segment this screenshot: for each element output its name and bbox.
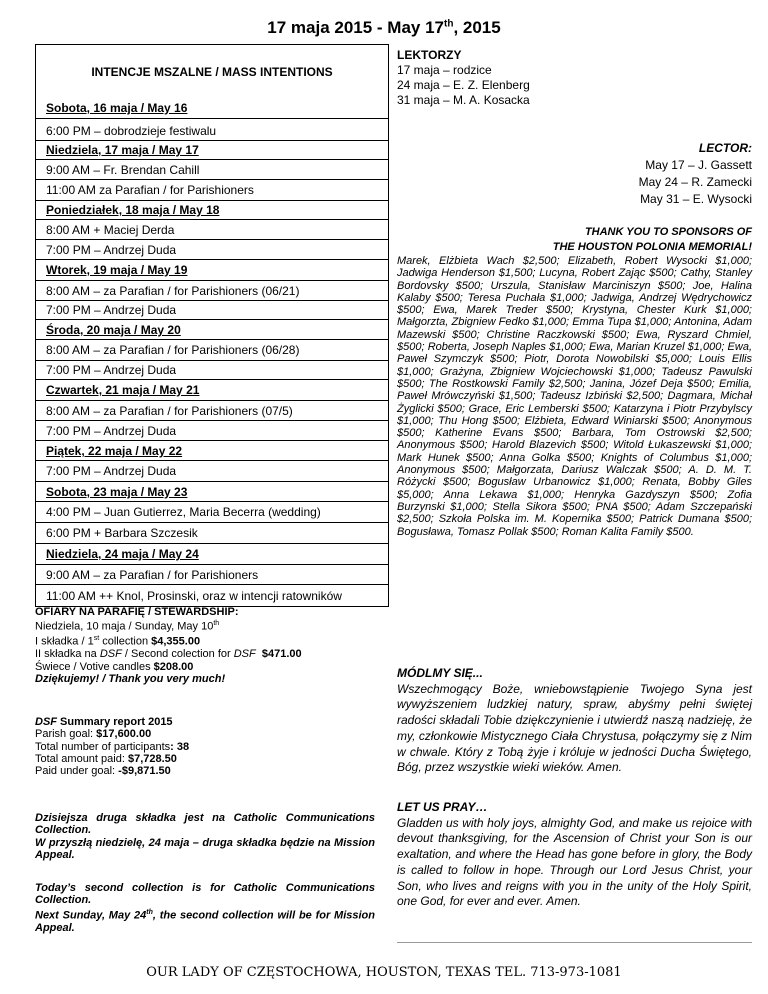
intention-day-label: Poniedziałek, 18 maja / May 18 xyxy=(46,203,220,217)
lektorzy-heading: LEKTORZY xyxy=(397,48,462,62)
prayer-pl-text: Wszechmogący Boże, wniebowstąpienie Twojego Syna jest wywyższeniem ludzkiej natury, spraw, abyśmy pełni świętej radości składali Tobie dziękczynienie i utwierdź naszą nadzieję, że my, członkowie Mistycznego Ciała Chrystusa, połączymy się z Nim w chwale. Który z Tobą żyje i króluje w jedności Ducha Świętego, Bóg, przez wszystkie wieki wieków. Amen. xyxy=(397,681,752,775)
dsf-under: Paid under goal: -$9,871.50 xyxy=(35,765,171,778)
first-collection: I składka / 1st collection $4,355.00 xyxy=(35,635,201,648)
dsf-report xyxy=(35,716,389,777)
footer-divider xyxy=(397,942,752,943)
intention-text: 9:00 AM – za Parafian / for Parishioners xyxy=(46,568,259,582)
intention-day-row xyxy=(35,141,389,160)
second-collection-dsf: II składka na DSF / Second colection for DSF $471.00 xyxy=(35,648,302,661)
intention-text: 11:00 AM za Parafian / for Parishioners xyxy=(46,183,254,197)
lector-section xyxy=(520,140,752,208)
prayer-en-heading: LET US PRAY… xyxy=(397,800,488,814)
second-collection-pl-2: W przyszłą niedzielę, 24 maja – druga składka będzie na Mission Appeal. xyxy=(35,836,375,861)
lektorzy-line: 17 maja – rodzice xyxy=(397,63,492,77)
lektorzy-line: 24 maja – E. Z. Elenberg xyxy=(397,78,530,92)
intention-row xyxy=(35,160,389,180)
intention-day-label: Niedziela, 17 maja / May 17 xyxy=(46,143,199,157)
lektorzy-section xyxy=(397,48,530,108)
prayer-pl-heading: MÓDLMY SIĘ... xyxy=(397,666,483,680)
second-collection-en-1: Today’s second collection is for Catholic Communications Collection. xyxy=(35,882,375,907)
intention-day-row xyxy=(35,544,389,565)
intention-text: 9:00 AM – Fr. Brendan Cahill xyxy=(46,163,200,177)
sponsors-heading xyxy=(420,225,752,255)
intention-row xyxy=(35,240,389,260)
intention-day-row xyxy=(35,320,389,340)
intention-text: 8:00 AM – za Parafian / for Parishioners (06/21) xyxy=(46,284,300,298)
page-title: 17 maja 2015 - May 17th, 2015 xyxy=(267,18,501,37)
lector-line: May 17 – J. Gassett xyxy=(645,158,752,172)
intention-day-row xyxy=(35,97,389,119)
intention-text: 7:00 PM – Andrzej Duda xyxy=(46,243,177,257)
thanks-text: Dziękujemy! / Thank you very much! xyxy=(35,672,226,685)
sponsors-heading-1: THANK YOU TO SPONSORS OF xyxy=(584,226,752,238)
intention-text: 8:00 AM – za Parafian / for Parishioners (07/5) xyxy=(46,404,293,418)
intention-row xyxy=(35,461,389,482)
intention-day-row xyxy=(35,441,389,461)
intention-row xyxy=(35,340,389,361)
footer: OUR LADY OF CZĘSTOCHOWA, HOUSTON, TEXAS TEL. 713-973-1081 xyxy=(146,965,622,980)
second-collection-pl xyxy=(35,812,375,861)
intention-day-label: Czwartek, 21 maja / May 21 xyxy=(46,383,200,397)
intention-text: 7:00 PM – Andrzej Duda xyxy=(46,363,177,377)
intention-row xyxy=(35,421,389,441)
second-collection-pl-1: Dzisiejsza druga składka jest na Catholic Communications Collection. xyxy=(35,812,375,837)
intention-text: 7:00 PM – Andrzej Duda xyxy=(46,464,177,478)
intention-day-row xyxy=(35,260,389,281)
intention-text: 4:00 PM – Juan Gutierrez, Maria Becerra (wedding) xyxy=(46,505,321,519)
intention-day-label: Piątek, 22 maja / May 22 xyxy=(46,444,183,458)
intention-day-row xyxy=(35,482,389,502)
stewardship-heading: OFIARY NA PARAFIĘ / STEWARDSHIP: xyxy=(35,606,239,618)
intention-row xyxy=(35,401,389,421)
prayer-en xyxy=(397,800,752,910)
dsf-heading: DSF Summary report 2015 xyxy=(35,716,173,728)
intention-day-label: Wtorek, 19 maja / May 19 xyxy=(46,263,188,277)
intention-day-label: Niedziela, 24 maja / May 24 xyxy=(46,547,199,561)
intention-row xyxy=(35,180,389,201)
intention-text: 8:00 AM – za Parafian / for Parishioners (06/28) xyxy=(46,343,300,357)
prayer-pl xyxy=(397,666,752,776)
intention-text: 11:00 AM ++ Knol, Prosinski, oraz w intencji ratowników xyxy=(46,589,342,603)
lector-line: May 24 – R. Zamecki xyxy=(638,175,752,189)
intention-day-row xyxy=(35,380,389,401)
intention-text: 7:00 PM – Andrzej Duda xyxy=(46,424,177,438)
sponsors-list: Marek, Elżbieta Wach $2,500; Elizabeth, Robert Wysocki $1,000; Jadwiga Henderson $1,500; Lucyna, Robert Zając $500; Cathy, Stanley Bordovsky $500; Urszula, Stanisław Marciniszyn $500; Joe, Halina Kalaby $500; Teresa Puchała $1,000; Jadwiga, Andrzej Wędrychowicz $500; Ewa, Marek Treder $500; Krystyna, Chester Kurk $1,000; Małgorzta, Zbigniew Fedko $1,000; Emma Tupa $1,000; Antonina, Adam Mazewski $500; Christine Raczkowski $500; Ewa, Ryszard Chmiel, $500; Roberta, Joseph Naples $1,000; Ewa, Marian Kruzel $1,000; Ewa, Paweł Szymczyk $500; Piotr, Dorota Nowobilski $5,000; Louis Ellis $1,000; Grażyna, Zbigniew Wojciechowski $1,000; Tadeusz Pawulski $500; The Rostkowski Family $2,500; Janina, Józef Deja $500; Emilia, Paweł Mrówczyński $1,500; Tadeusz Izbiński $2,500; Dagmara, Michał Żyglicki $500; Grace, Eric Lemberski $500; Katarzyna i Piotr Przybylscy $1,000; Thu Hong $500; Elżbieta, Edward Winiarski $500; Anonymous $500; Katherine Evans $500; Barbara, Tom Ostrowski $2,500; Anonymous $500; Harold Blazevich $500; Witold Łukaszewski $1,000; Mark Hunek $500; Anna Golka $500; Knights of Columbus $1,000; Anonymous $500; Małgorzata, Dariusz Walczak $500; A. D. M. T. Różycki $500; Bogusław Urbanowicz $1,000; Renata, Bobby Giles $5,000; Anna Lekawa $1,000; Henryka Gazdyszyn $500; Zofia Burzynski $1,000; Stella Sikora $500; PNA $500; Adam Szczepański $2,500; Szkoła Polska im. M. Kopernika $500; Patrick Dumana $500; Bogusława, Tomasz Pollak $500; Roman Kalita Family $500. xyxy=(397,255,752,538)
dsf-goal: Parish goal: $17,600.00 xyxy=(35,728,152,741)
dsf-participants: Total number of participants: 38 xyxy=(35,740,190,753)
intention-day-label: Środa, 20 maja / May 20 xyxy=(46,323,181,337)
intention-text: 6:00 PM + Barbara Szczesik xyxy=(46,526,198,540)
intention-day-row xyxy=(35,201,389,220)
intention-row xyxy=(35,121,389,141)
intention-text: 6:00 PM – dobrodzieje festiwalu xyxy=(46,124,217,138)
lector-line: May 31 – E. Wysocki xyxy=(640,192,752,206)
intention-row xyxy=(35,281,389,301)
intention-row xyxy=(35,220,389,240)
intention-row xyxy=(35,361,389,380)
dsf-paid: Total amount paid: $7,728.50 xyxy=(35,752,177,765)
intention-text: 8:00 AM + Maciej Derda xyxy=(46,223,175,237)
votive-candles: Świece / Votive candles $208.00 xyxy=(35,660,194,673)
stewardship-section xyxy=(35,606,389,685)
intention-row xyxy=(35,523,389,544)
intention-row xyxy=(35,502,389,523)
intention-row xyxy=(35,585,389,607)
intention-text: 7:00 PM – Andrzej Duda xyxy=(46,303,177,317)
intention-day-label: Sobota, 16 maja / May 16 xyxy=(46,101,188,115)
prayer-en-text: Gladden us with holy joys, almighty God, and make us rejoice with devout thanksgiving, for the Ascension of Christ your Son is our exaltation, and where the Head has gone before in glory, the Body is called to follow in hope. Through our Lord Jesus Christ, your Son, who lives and reigns with you in the unity of the Holy Spirit, one God, for ever and ever. Amen. xyxy=(397,815,752,909)
stewardship-date: Niedziela, 10 maja / Sunday, May 10th xyxy=(35,620,220,633)
second-collection-en xyxy=(35,882,375,934)
intention-row xyxy=(35,565,389,585)
intention-row xyxy=(35,301,389,320)
lector-heading: LECTOR: xyxy=(698,141,752,155)
intention-day-label: Sobota, 23 maja / May 23 xyxy=(46,485,188,499)
sponsors-heading-2: THE HOUSTON POLONIA MEMORIAL! xyxy=(552,241,752,253)
lektorzy-line: 31 maja – M. A. Kosacka xyxy=(397,93,530,107)
mass-intentions-title: INTENCJE MSZALNE / MASS INTENTIONS xyxy=(91,65,333,79)
second-collection-en-2: Next Sunday, May 24th, the second collection will be for Mission Appeal. xyxy=(35,908,375,934)
